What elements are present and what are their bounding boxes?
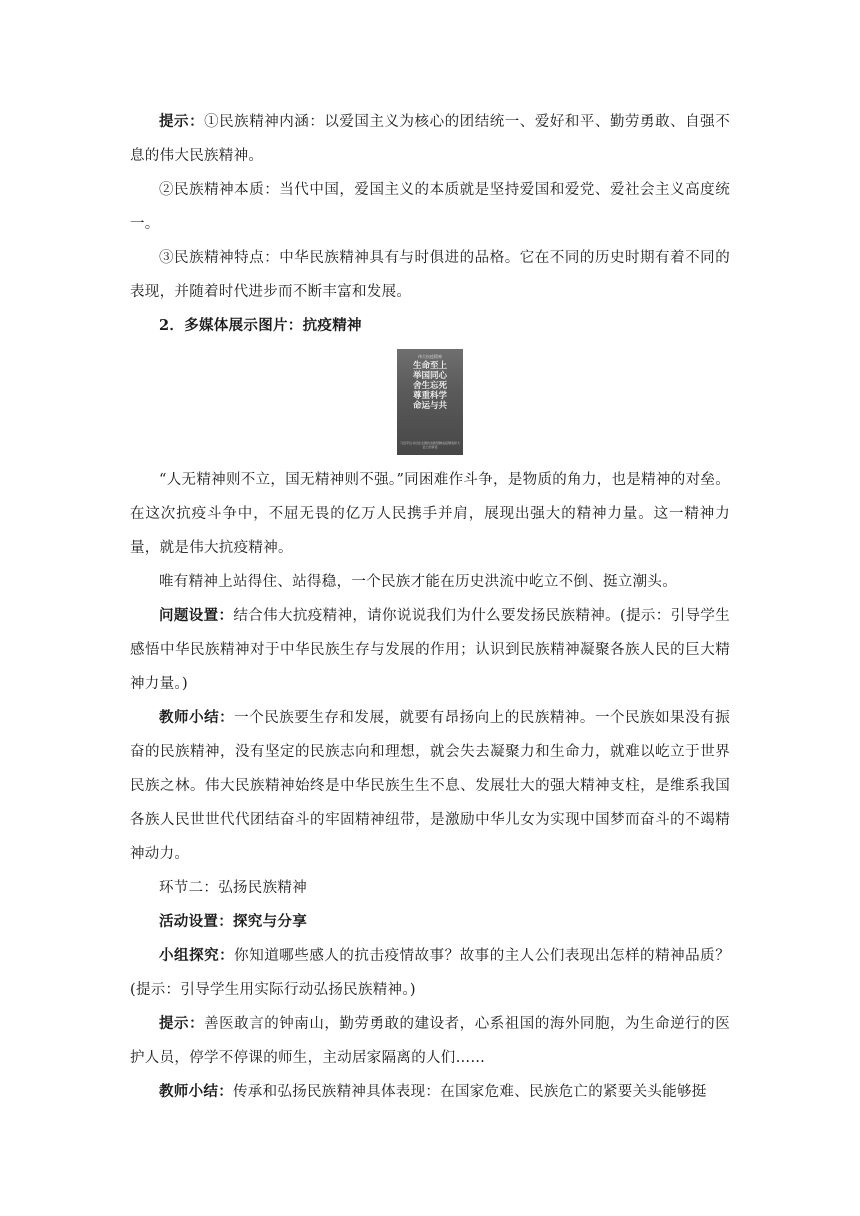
paragraph-text: 传承和弘扬民族精神具体表现：在国家危难、民族危亡的紧要关头能够挺	[233, 1084, 707, 1100]
paragraph	[130, 173, 730, 241]
paragraph-text: 结合伟大抗疫精神，请你说说我们为什么要发扬民族精神。(提示：引导学生感悟中华民族精神对于中华民族生存与发展的作用；认识到民族精神凝聚各族人民的巨大精神力量。)	[130, 608, 731, 692]
paragraph-text: 一个民族要生存和发展，就要有昂扬向上的民族精神。一个民族如果没有振奋的民族精神，没有坚定的民族志向和理想，就会失去凝聚力和生命力，就难以屹立于世界民族之林。伟大民族精神始终是中华民族生生不息、发展壮大的强大精神支柱，是维系我国各族人民世世代代团结奋斗的牢固精神纽带，是激励中华儿女为实现中国梦而奋斗的不竭精神动力。	[130, 710, 731, 862]
paragraph-text: 环节二：弘扬民族精神	[159, 880, 307, 896]
poster-line: 尊重科学	[412, 391, 447, 401]
paragraph-lead: 提示：	[159, 1015, 205, 1032]
poster-line: 命运与共	[412, 401, 447, 411]
paragraph	[130, 241, 730, 309]
paragraph	[130, 1007, 730, 1075]
paragraph-text: 唯有精神上站得住、站得稳，一个民族才能在历史洪流中屹立不倒、挺立潮头。	[159, 574, 677, 590]
paragraph-lead: 教师小结：	[159, 1083, 233, 1100]
paragraph-lead: 2．多媒体展示图片：	[159, 317, 303, 334]
paragraph-text: ③民族精神特点：中华民族精神具有与时俱进的品格。它在不同的历史时期有着不同的表现，并随着时代进步而不断丰富和发展。	[130, 250, 730, 300]
paragraph-lead: 问题设置：	[159, 607, 234, 624]
paragraph-text: 探究与分享	[233, 913, 307, 930]
paragraph-text: ①民族精神内涵：以爱国主义为核心的团结统一、爱好和平、勤劳勇敢、自强不息的伟大民族精神。	[130, 114, 731, 164]
figure	[130, 349, 730, 455]
anti-epidemic-poster-image	[397, 349, 463, 455]
paragraph-lead: 教师小结：	[159, 709, 235, 726]
poster-line: 生命至上	[412, 361, 447, 371]
paragraph	[130, 565, 730, 599]
document-page	[130, 105, 730, 1109]
paragraph	[130, 105, 730, 173]
poster-bottom-text: 习近平总书记在全国抗击新冠肺炎疫情表彰大会上的讲话	[400, 441, 461, 449]
paragraph	[130, 463, 730, 565]
paragraph	[130, 905, 730, 939]
paragraph	[130, 701, 730, 871]
paragraph-lead: 小组探究：	[159, 947, 235, 964]
paragraph-text: “人无精神则不立，国无精神则不强。”同困难作斗争，是物质的角力，也是精神的对垒。在这次抗疫斗争中，不屈无畏的亿万人民携手并肩，展现出强大的精神力量。这一精神力量，就是伟大抗疫精神。	[130, 472, 730, 556]
paragraph-lead: 活动设置：	[159, 913, 233, 930]
paragraph	[130, 599, 730, 701]
paragraph-text: 抗疫精神	[302, 317, 362, 334]
paragraph-text: ②民族精神本质：当代中国，爱国主义的本质就是坚持爱国和爱党、爱社会主义高度统一。	[130, 182, 730, 232]
poster-line: 举国同心	[412, 371, 447, 381]
section-heading	[130, 871, 730, 905]
paragraph-text: 你知道哪些感人的抗击疫情故事？故事的主人公们表现出怎样的精神品质？(提示：引导学生用实际行动弘扬民族精神。)	[130, 948, 731, 998]
section-heading	[130, 309, 730, 343]
paragraph-text: 善医敢言的钟南山，勤劳勇敢的建设者，心系祖国的海外同胞，为生命逆行的医护人员，停学不停课的师生，主动居家隔离的人们……	[130, 1016, 731, 1066]
paragraph	[130, 939, 730, 1007]
poster-line: 舍生忘死	[412, 381, 447, 391]
paragraph	[130, 1075, 730, 1109]
poster-top-text: 伟大抗疫精神	[418, 354, 442, 359]
paragraph-lead: 提示：	[159, 113, 205, 130]
